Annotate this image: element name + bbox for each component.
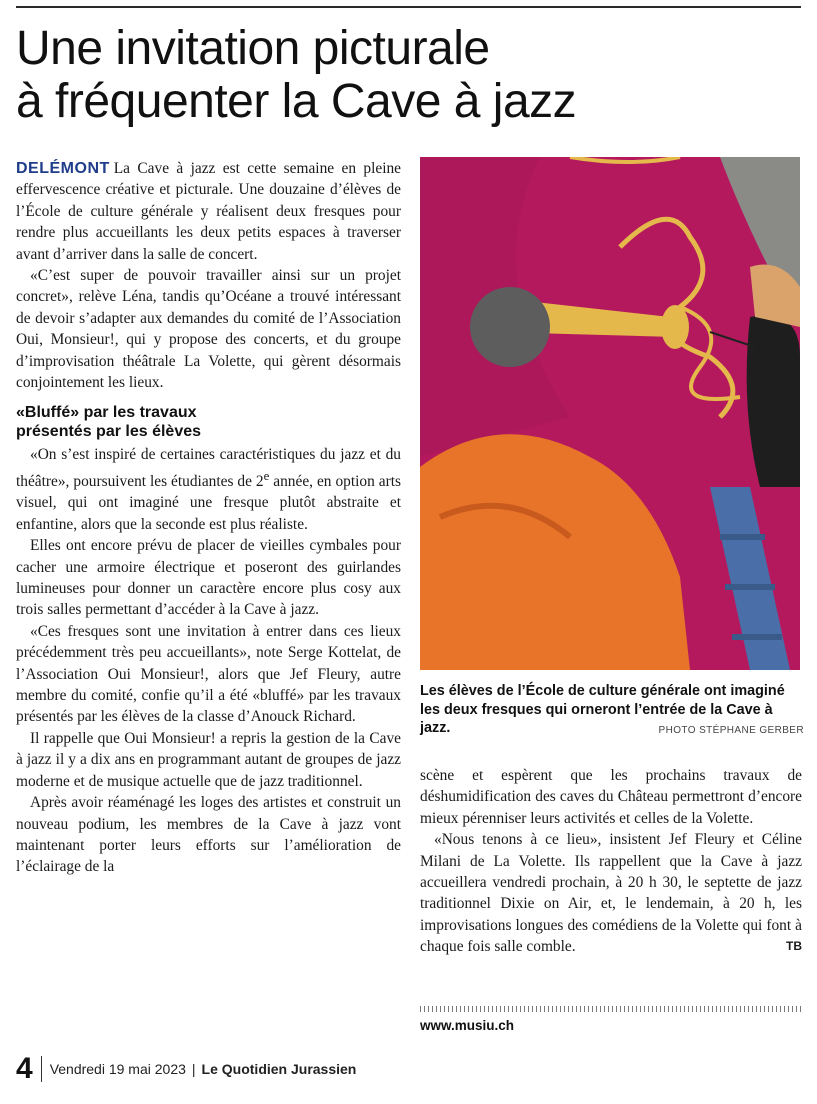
footer-divider xyxy=(41,1056,42,1082)
intro-paragraph-2: «C’est super de pouvoir travailler ainsi sur un projet concret», relève Léna, tandis qu’Océane a trouvé intéressant de devoir s’adapter aux demandes du comité de l’Association Oui, Monsieur!, qui y propose des concerts, et du groupe d’improvisation théâtrale La Volette, qui gèrent désormais conjointement les lieux. xyxy=(16,267,401,392)
headline-line-1: Une invitation picturale xyxy=(16,22,490,75)
ordinal-suffix: e xyxy=(263,468,270,483)
page-footer xyxy=(16,1052,356,1086)
page-number: 4 xyxy=(16,1052,33,1085)
headline xyxy=(16,22,806,128)
dateline: DELÉMONT xyxy=(16,160,110,177)
body-paragraph-cymbals: Elles ont encore prévu de placer de vieilles cymbales pour cacher une armoire électrique et poseront des guirlandes lumineuses pour donner un caractère encore plus cosy aux trois salles permettant d’accéder à la Cave à jazz. xyxy=(16,537,401,619)
subhead-line-1: «Bluffé» par les travaux xyxy=(16,404,197,422)
mural-illustration xyxy=(420,157,800,670)
dotted-rule xyxy=(420,1006,802,1012)
musician-head xyxy=(470,287,550,367)
intro-paragraph-1 xyxy=(16,158,401,265)
footer-separator: | xyxy=(191,1061,196,1077)
body-paragraph-renovation: Après avoir réaménagé les loges des artistes et construit un nouveau podium, les membres de la Cave à jazz vont maintenant porter leurs efforts sur l’amélioration de l’éclairage de la xyxy=(16,794,401,876)
students-text-start: «On s’est inspiré de certaines caractéristiques du jazz et du théâtre», poursuivent les étudiantes de 2 xyxy=(16,446,401,490)
trumpet-bell xyxy=(661,305,689,349)
newspaper-name: Le Quotidien Jurassien xyxy=(201,1061,357,1077)
final-paragraph xyxy=(420,829,802,957)
mural-photo xyxy=(420,157,800,670)
subhead xyxy=(16,403,401,441)
subhead-line-2: présentés par les élèves xyxy=(16,423,202,441)
student-figure xyxy=(747,315,800,487)
photo-credit: PHOTO STÉPHANE GERBER xyxy=(658,725,804,736)
article-column-right xyxy=(420,765,802,958)
body-paragraph-quote: «Ces fresques sont une invitation à entrer dans ces lieux précédemment très peu accueillants», note Serge Kottelat, de l’Association Oui Monsieur!, alors que Jef Fleury, autre membre du comité, confie qu’il a été «bluffé» par les travaux présentés par les élèves de la classe d’Anouck Richard. xyxy=(16,622,401,726)
website-link[interactable]: www.musiu.ch xyxy=(420,1018,515,1033)
body-paragraph-history: Il rappelle que Oui Monsieur! a repris la gestion de la Cave à jazz il y a dix ans en programmant autant de groupes de jazz moderne et de musique actuelle que de jazz traditionnel. xyxy=(16,729,401,790)
photo-caption: Les élèves de l’École de culture générale ont imaginé les deux fresques qui orneront l’entrée de la Cave à jazz. xyxy=(420,683,785,736)
footer-date: Vendredi 19 mai 2023 xyxy=(49,1061,186,1077)
headline-line-2: à fréquenter la Cave à jazz xyxy=(16,75,577,128)
final-text: «Nous tenons à ce lieu», insistent Jef Fleury et Céline Milani de La Volette. Ils rappellent que la Cave à jazz accueillera vendredi prochain, à 20 h 30, le septette de jazz traditionnel Dixie on Air, et, le lendemain, à 20 h, les improvisations longues des comédiens de la Volette qui font à chaque fois salle comble. xyxy=(420,831,802,956)
top-rule xyxy=(16,6,801,8)
body-paragraph-students xyxy=(16,444,401,535)
article-column-left xyxy=(16,158,401,878)
continuation-paragraph: scène et espèrent que les prochains travaux de déshumidification des caves du Château permettront d’encore mieux pérenniser leurs activités et celles de la Volette. xyxy=(420,767,802,827)
intro-text-1: La Cave à jazz est cette semaine en pleine effervescence créative et picturale. Une douzaine d’élèves de l’École de culture générale y réalisent deux fresques pour rendre plus accueillants les deux petits espaces à traverser avant d’arriver dans la salle de concert. xyxy=(16,160,401,263)
students-text-end: année, en option arts visuel, qui ont imaginé une fresque plutôt abstraite et enfantine, alors que la seconde est plus réaliste. xyxy=(16,473,401,533)
author-signature: TB xyxy=(786,939,802,954)
